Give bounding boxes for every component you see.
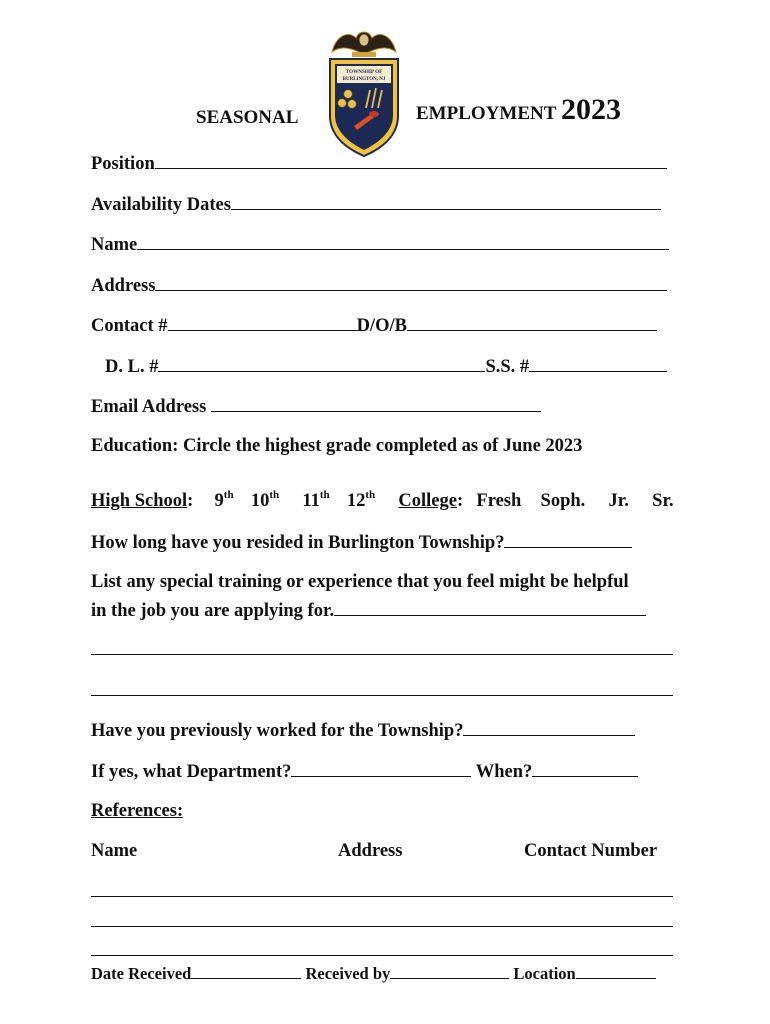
grade-option[interactable]: 11th	[302, 489, 330, 511]
address-label: Address	[91, 276, 156, 296]
address-field[interactable]	[155, 274, 667, 291]
received-by-label: Received by	[305, 964, 391, 983]
ss-label: S.S. #	[485, 357, 530, 377]
eagle-icon	[332, 32, 396, 57]
when-label: When?	[475, 762, 533, 782]
township-seal-logo	[326, 26, 402, 158]
name-row	[91, 233, 669, 256]
resided-row	[91, 531, 632, 554]
address-row	[91, 274, 667, 297]
resided-label: How long have you resided in Burlington Township?	[91, 533, 505, 553]
education-prompt: Education: Circle the highest grade completed as of June 2023	[91, 436, 583, 456]
references-col-name: Name	[91, 841, 138, 861]
title-seasonal: SEASONAL	[196, 107, 299, 128]
dl-label: D. L. #	[105, 357, 159, 377]
date-received-label: Date Received	[91, 964, 192, 983]
training-label: in the job you are applying for.	[91, 601, 335, 621]
grade-option[interactable]: 10th	[250, 489, 280, 511]
availability-field[interactable]	[231, 193, 661, 210]
footer-row	[91, 963, 656, 985]
department-field[interactable]	[291, 760, 471, 777]
svg-text:TOWNSHIP OF: TOWNSHIP OF	[345, 69, 383, 75]
grade-option[interactable]: 9th	[214, 489, 234, 511]
department-row	[91, 760, 638, 783]
college-label: College	[398, 491, 457, 511]
ss-field[interactable]	[529, 355, 667, 372]
previously-row	[91, 719, 635, 742]
received-by-field[interactable]	[390, 964, 509, 979]
title-employment-year	[416, 93, 622, 126]
dl-field[interactable]	[158, 355, 485, 372]
contact-label: Contact #	[91, 316, 168, 336]
reference-line[interactable]	[91, 896, 673, 897]
college-year-option[interactable]: Sr.	[652, 491, 674, 511]
grades-row	[91, 490, 674, 512]
training-row	[91, 599, 646, 622]
when-field[interactable]	[532, 760, 638, 777]
training-field[interactable]	[334, 599, 646, 616]
email-field[interactable]	[211, 395, 541, 412]
department-label: If yes, what Department?	[91, 762, 292, 782]
college-year-option[interactable]: Soph.	[540, 491, 586, 511]
availability-label: Availability Dates	[91, 195, 231, 215]
svg-text:BURLINGTON, NJ: BURLINGTON, NJ	[342, 77, 386, 82]
email-label: Email Address	[91, 397, 207, 417]
contact-field[interactable]	[168, 314, 357, 331]
date-received-field[interactable]	[191, 964, 301, 979]
availability-row	[91, 193, 661, 216]
name-label: Name	[91, 235, 138, 255]
grade-option[interactable]: 12th	[346, 489, 376, 511]
dob-field[interactable]	[407, 314, 657, 331]
previously-label: Have you previously worked for the Township?	[91, 721, 464, 741]
previously-field[interactable]	[463, 719, 635, 736]
high-school-label: High School	[91, 491, 188, 511]
dob-label: D/O/B	[356, 316, 407, 336]
training-line1: List any special training or experience that you feel might be helpful	[91, 572, 629, 592]
email-row	[91, 395, 541, 418]
training-extra-line[interactable]	[91, 695, 673, 696]
high-school-colon: :	[187, 491, 194, 511]
resided-field[interactable]	[504, 531, 632, 548]
location-label: Location	[513, 964, 576, 983]
license-row	[105, 355, 667, 378]
college-year-option[interactable]: Fresh	[476, 491, 522, 511]
title-year: 2023	[561, 93, 622, 126]
title-employment: EMPLOYMENT	[416, 103, 557, 124]
training-extra-line[interactable]	[91, 654, 673, 655]
name-field[interactable]	[137, 233, 669, 250]
references-col-address: Address	[338, 841, 403, 861]
references-heading: References:	[91, 801, 184, 821]
shield-icon	[330, 59, 398, 156]
location-field[interactable]	[576, 964, 656, 979]
college-colon: :	[456, 491, 464, 511]
references-col-contact: Contact Number	[524, 841, 658, 861]
position-row	[91, 152, 667, 175]
college-year-option[interactable]: Jr.	[608, 491, 629, 511]
position-field[interactable]	[155, 152, 667, 169]
reference-line[interactable]	[91, 926, 673, 927]
reference-line[interactable]	[91, 955, 673, 956]
position-label: Position	[91, 154, 155, 174]
contact-row	[91, 314, 657, 337]
